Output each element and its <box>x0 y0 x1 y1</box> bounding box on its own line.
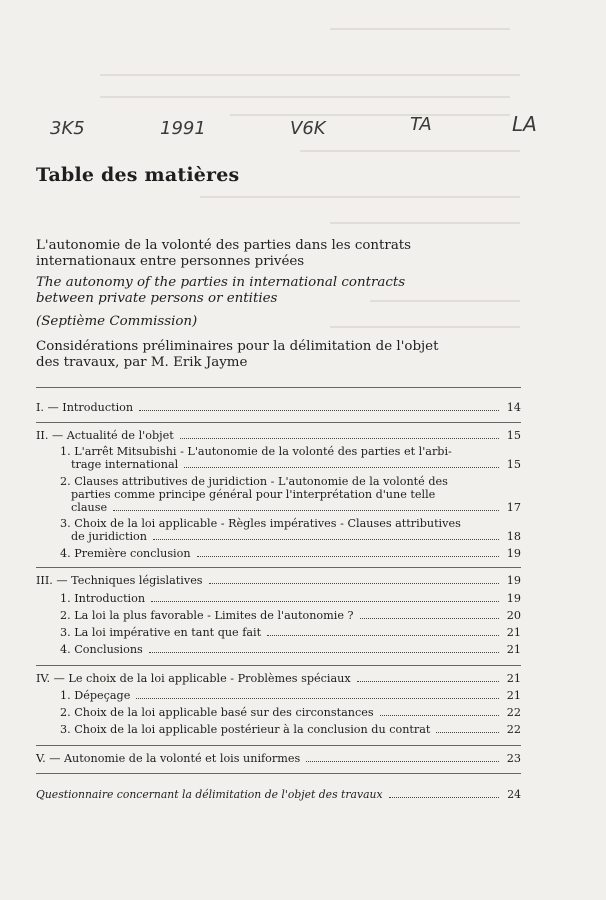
toc-page-number: 21 <box>506 643 521 656</box>
toc-page-number: 17 <box>506 501 521 514</box>
divider <box>36 745 521 746</box>
heading-line: between private persons or entities <box>36 291 278 306</box>
divider <box>36 773 521 774</box>
toc-entry[interactable] <box>36 574 521 587</box>
toc-page-number: 22 <box>506 723 521 736</box>
bleed-through <box>300 150 520 152</box>
toc-entry[interactable] <box>36 672 521 685</box>
toc-page-number: 19 <box>506 592 521 605</box>
toc-entry[interactable] <box>36 788 521 801</box>
toc-entry-label: parties comme principe général pour l'interprétation d'une telle <box>71 488 436 501</box>
bleed-through <box>330 222 520 224</box>
bleed-through <box>330 28 510 30</box>
toc-entry[interactable] <box>36 429 521 442</box>
heading-line: Considérations préliminaires pour la délimitation de l'objet <box>36 339 439 354</box>
divider <box>36 422 521 423</box>
toc-entry-label: V. — Autonomie de la volonté et lois uniformes <box>36 752 301 765</box>
toc-page-number: 20 <box>506 609 521 622</box>
handwritten-mark: 1991 <box>160 118 206 139</box>
toc-entry-label: 1. Introduction <box>60 592 146 605</box>
toc-entry[interactable] <box>60 626 521 639</box>
toc-page-number: 19 <box>506 574 521 587</box>
chapter-heading-fr <box>36 238 506 270</box>
toc-page-number: 23 <box>506 752 521 765</box>
chapter-heading-en <box>36 275 506 307</box>
toc-entry[interactable] <box>60 445 521 471</box>
toc-entry-label: 3. Choix de la loi applicable - Règles impératives - Clauses attributives <box>60 517 461 530</box>
toc-entry-label: 4. Première conclusion <box>60 547 191 560</box>
toc-entry-label: 1. L'arrêt Mitsubishi - L'autonomie de la volonté des parties et l'arbi- <box>60 445 452 458</box>
toc-entry[interactable] <box>60 517 521 543</box>
toc-page-number: 19 <box>506 547 521 560</box>
handwritten-mark: 3K5 <box>50 118 85 139</box>
toc-entry-label: de juridiction <box>71 530 147 543</box>
page-title: Table des matières <box>36 164 240 186</box>
toc-entry[interactable] <box>60 723 521 736</box>
toc-entry-label: trage international <box>71 458 179 471</box>
toc-entry-label: 1. Dépeçage <box>60 689 131 702</box>
toc-page-number: 15 <box>506 458 521 471</box>
bleed-through <box>100 96 510 98</box>
bleed-through <box>100 74 520 76</box>
toc-entry[interactable] <box>60 592 521 605</box>
toc-entry-label: Questionnaire concernant la délimitation de l'objet des travaux <box>36 788 383 801</box>
handwritten-mark: LA <box>512 112 537 136</box>
toc-page-number: 21 <box>506 672 521 685</box>
prelim-heading <box>36 339 506 371</box>
toc-entry-label: 4. Conclusions <box>60 643 143 656</box>
divider <box>36 387 521 388</box>
handwritten-mark: TA <box>410 114 432 135</box>
toc-page-number: 24 <box>507 788 521 801</box>
divider <box>36 665 521 666</box>
toc-entry-label: 2. La loi la plus favorable - Limites de l'autonomie ? <box>60 609 354 622</box>
toc-entry-label: II. — Actualité de l'objet <box>36 429 174 442</box>
heading-line: des travaux, par M. Erik Jayme <box>36 355 248 370</box>
toc-page-number: 18 <box>506 530 521 543</box>
heading-line: The autonomy of the parties in international contracts <box>36 275 406 290</box>
toc-entry-label: clause <box>71 501 108 514</box>
toc-entry[interactable] <box>60 547 521 560</box>
toc-entry-label: IV. — Le choix de la loi applicable - Problèmes spéciaux <box>36 672 351 685</box>
toc-entry-label: 2. Choix de la loi applicable basé sur des circonstances <box>60 706 374 719</box>
toc-entry-label: III. — Techniques législatives <box>36 574 203 587</box>
heading-line: L'autonomie de la volonté des parties dans les contrats <box>36 238 412 253</box>
divider <box>36 567 521 568</box>
toc-entry-label: 3. Choix de la loi applicable postérieur à la conclusion du contrat <box>60 723 431 736</box>
toc-page-number: 15 <box>506 429 521 442</box>
toc-entry[interactable] <box>36 752 521 765</box>
toc-entry[interactable] <box>60 689 521 702</box>
bleed-through <box>200 196 520 198</box>
heading-line: internationaux entre personnes privées <box>36 254 305 269</box>
toc-entry[interactable] <box>60 643 521 656</box>
toc-page-number: 21 <box>506 626 521 639</box>
toc-entry[interactable] <box>60 475 521 514</box>
toc-page-number: 22 <box>506 706 521 719</box>
toc-entry[interactable] <box>36 401 521 414</box>
toc-entry-label: 2. Clauses attributives de juridiction - L'autonomie de la volonté des <box>60 475 448 488</box>
handwritten-mark: V6K <box>290 118 326 139</box>
toc-page-number: 14 <box>506 401 521 414</box>
toc-page-number: 21 <box>506 689 521 702</box>
toc-entry-label: I. — Introduction <box>36 401 134 414</box>
commission-label: (Septième Commission) <box>36 314 198 329</box>
bleed-through <box>230 114 510 116</box>
toc-entry[interactable] <box>60 609 521 622</box>
toc-entry-label: 3. La loi impérative en tant que fait <box>60 626 262 639</box>
toc-entry[interactable] <box>60 706 521 719</box>
